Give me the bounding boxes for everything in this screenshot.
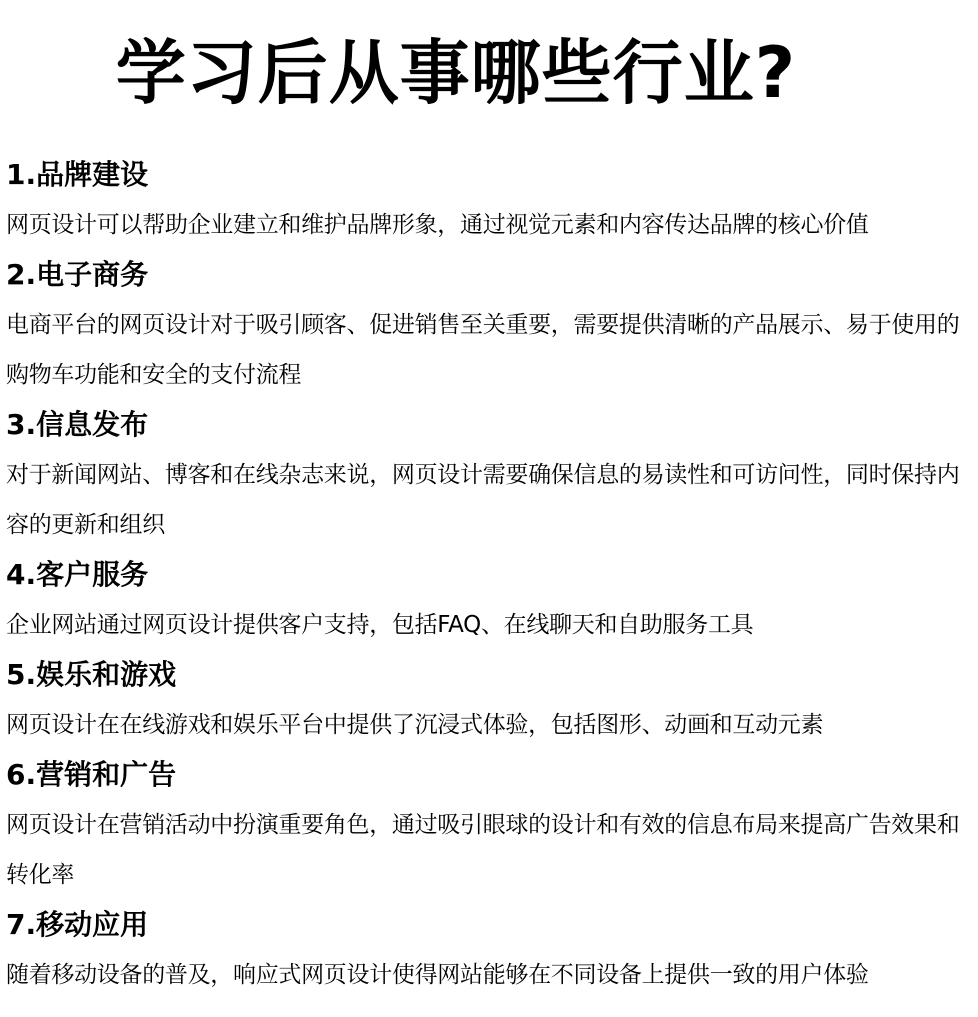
section-brand-building <box>6 150 971 250</box>
section-heading: 5.娱乐和游戏 <box>6 658 177 691</box>
section-heading: 1.品牌建设 <box>6 158 149 191</box>
section-body: 电商平台的网页设计对于吸引顾客、促进销售至关重要，需要提供清晰的产品展示、易于使用的购物车功能和安全的支付流程 <box>6 312 960 388</box>
section-body: 网页设计在营销活动中扮演重要角色，通过吸引眼球的设计和有效的信息布局来提高广告效果和转化率 <box>6 812 960 888</box>
section-mobile-apps <box>6 900 971 1000</box>
section-ecommerce <box>6 250 971 400</box>
section-body: 网页设计在在线游戏和娱乐平台中提供了沉浸式体验，包括图形、动画和互动元素 <box>6 712 824 738</box>
section-heading: 4.客户服务 <box>6 558 149 591</box>
section-marketing-advertising <box>6 750 971 900</box>
section-information-publishing <box>6 400 971 550</box>
section-heading: 2.电子商务 <box>6 258 149 291</box>
section-body: 企业网站通过网页设计提供客户支持，包括FAQ、在线聊天和自助服务工具 <box>6 612 754 638</box>
section-list <box>6 150 971 1000</box>
section-body: 网页设计可以帮助企业建立和维护品牌形象，通过视觉元素和内容传达品牌的核心价值 <box>6 212 869 238</box>
section-entertainment-games <box>6 650 971 750</box>
page-title: 学习后从事哪些行业? <box>115 32 797 114</box>
section-body: 对于新闻网站、博客和在线杂志来说，网页设计需要确保信息的易读性和可访问性，同时保持内容的更新和组织 <box>6 462 960 538</box>
section-heading: 3.信息发布 <box>6 408 149 441</box>
section-heading: 6.营销和广告 <box>6 758 177 791</box>
section-heading: 7.移动应用 <box>6 908 149 941</box>
section-body: 随着移动设备的普及，响应式网页设计使得网站能够在不同设备上提供一致的用户体验 <box>6 962 869 988</box>
section-customer-service <box>6 550 971 650</box>
